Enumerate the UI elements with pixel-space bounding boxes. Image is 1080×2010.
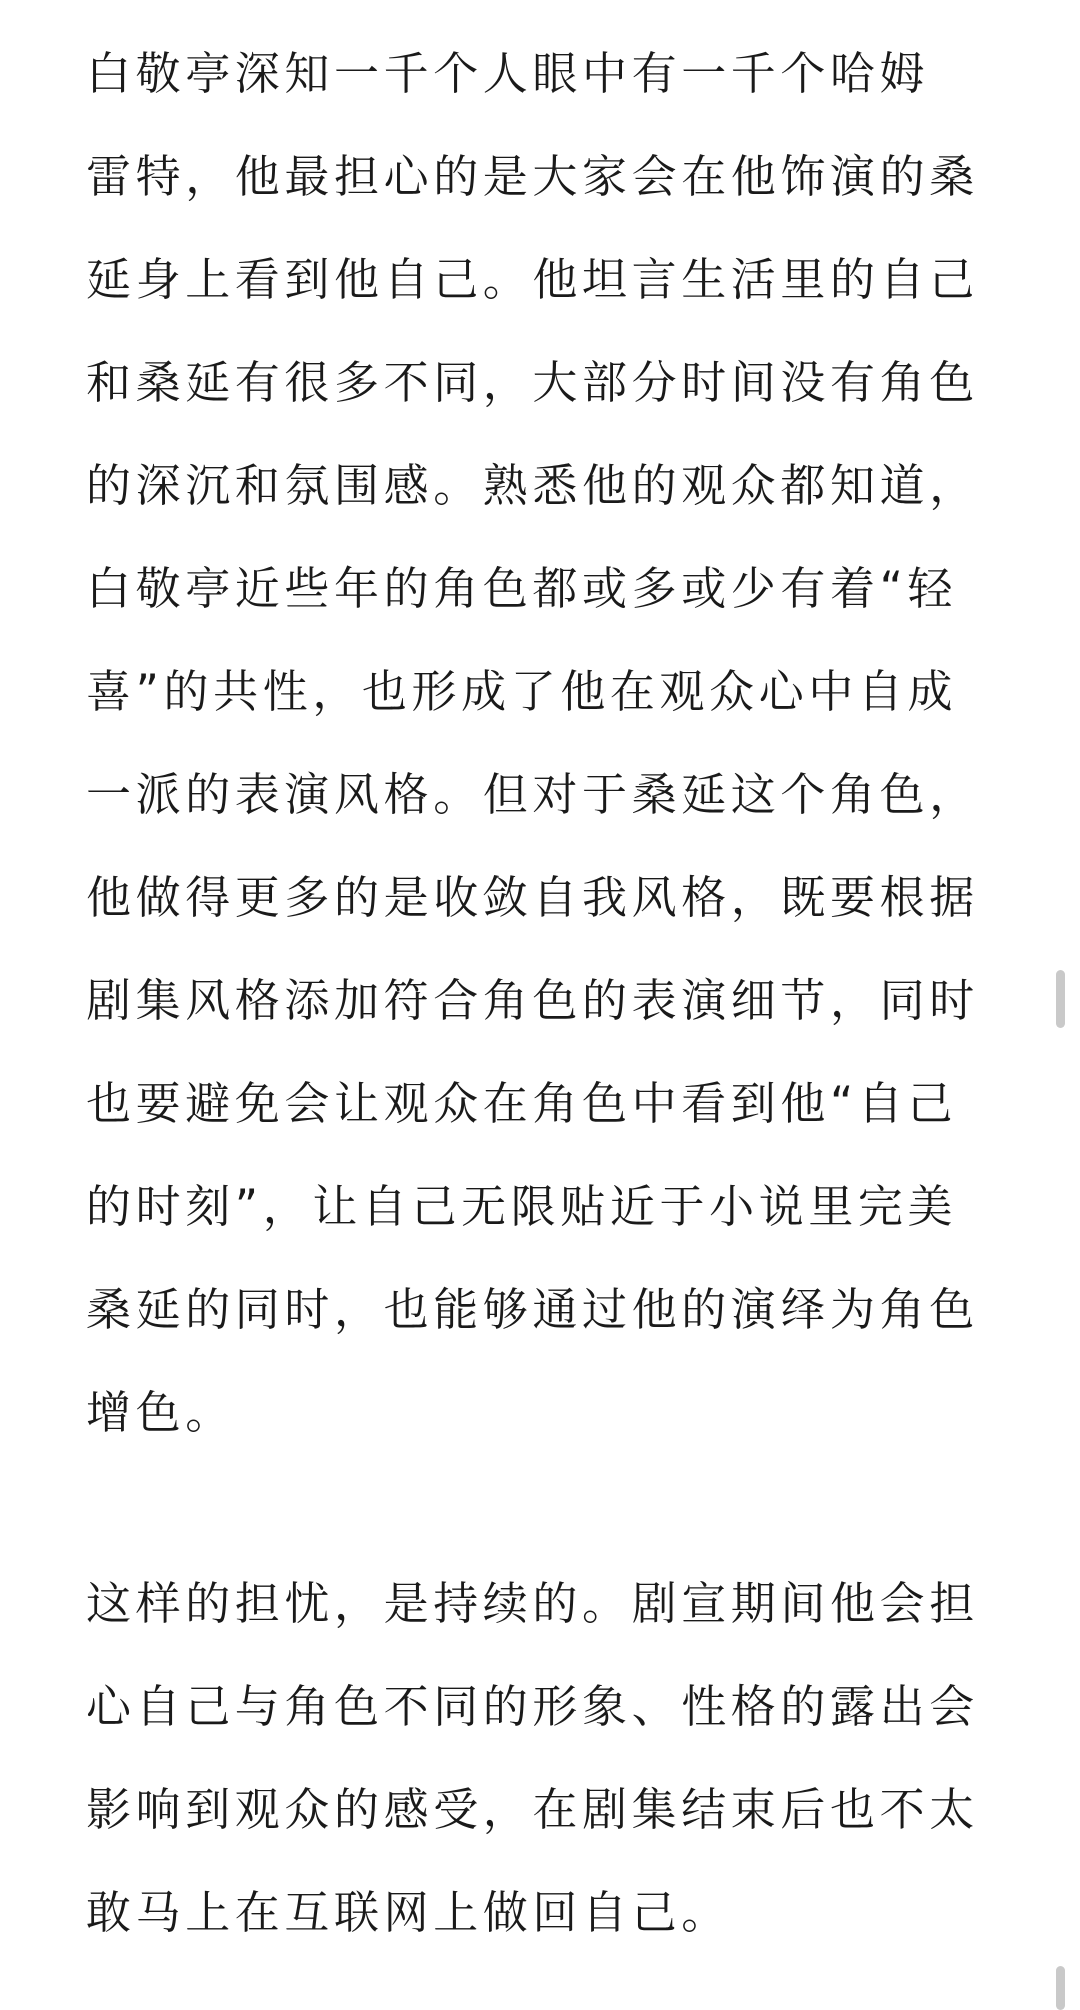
scrollbar-thumb[interactable] [1056,970,1065,1028]
text-line: 和桑延有很多不同，大部分时间没有角色 [86,356,979,409]
article-body [86,22,998,1964]
text-line: 敢马上在互联网上做回自己。 [86,1886,731,1939]
text-line: 这样的担忧，是持续的。剧宣期间他会担 [86,1577,979,1630]
text-line: 的深沉和氛围感。熟悉他的观众都知道， [86,459,979,512]
text-line: 心自己与角色不同的形象、性格的露出会 [86,1680,979,1733]
scrollbar-thumb[interactable] [1056,1966,1065,2010]
text-line: 也要避免会让观众在角色中看到他“自己 [86,1077,958,1130]
text-line: 雷特，他最担心的是大家会在他饰演的桑 [86,150,979,203]
paragraph [86,1552,998,1964]
text-line: 剧集风格添加符合角色的表演细节，同时 [86,974,979,1027]
text-line: 影响到观众的感受，在剧集结束后也不太 [86,1783,979,1836]
text-line: 他做得更多的是收敛自我风格，既要根据 [86,871,979,924]
text-line: 的时刻”，让自己无限贴近于小说里完美 [86,1180,958,1233]
text-line: 延身上看到他自己。他坦言生活里的自己 [86,253,979,306]
text-line: 喜”的共性，也形成了他在观众心中自成 [86,665,958,718]
text-line: 一派的表演风格。但对于桑延这个角色， [86,768,979,821]
text-line: 白敬亭近些年的角色都或多或少有着“轻 [86,562,958,615]
text-line: 增色。 [86,1386,235,1439]
text-line: 白敬亭深知一千个人眼中有一千个哈姆 [86,47,930,100]
text-line: 桑延的同时，也能够通过他的演绎为角色 [86,1283,979,1336]
paragraph [86,22,998,1464]
